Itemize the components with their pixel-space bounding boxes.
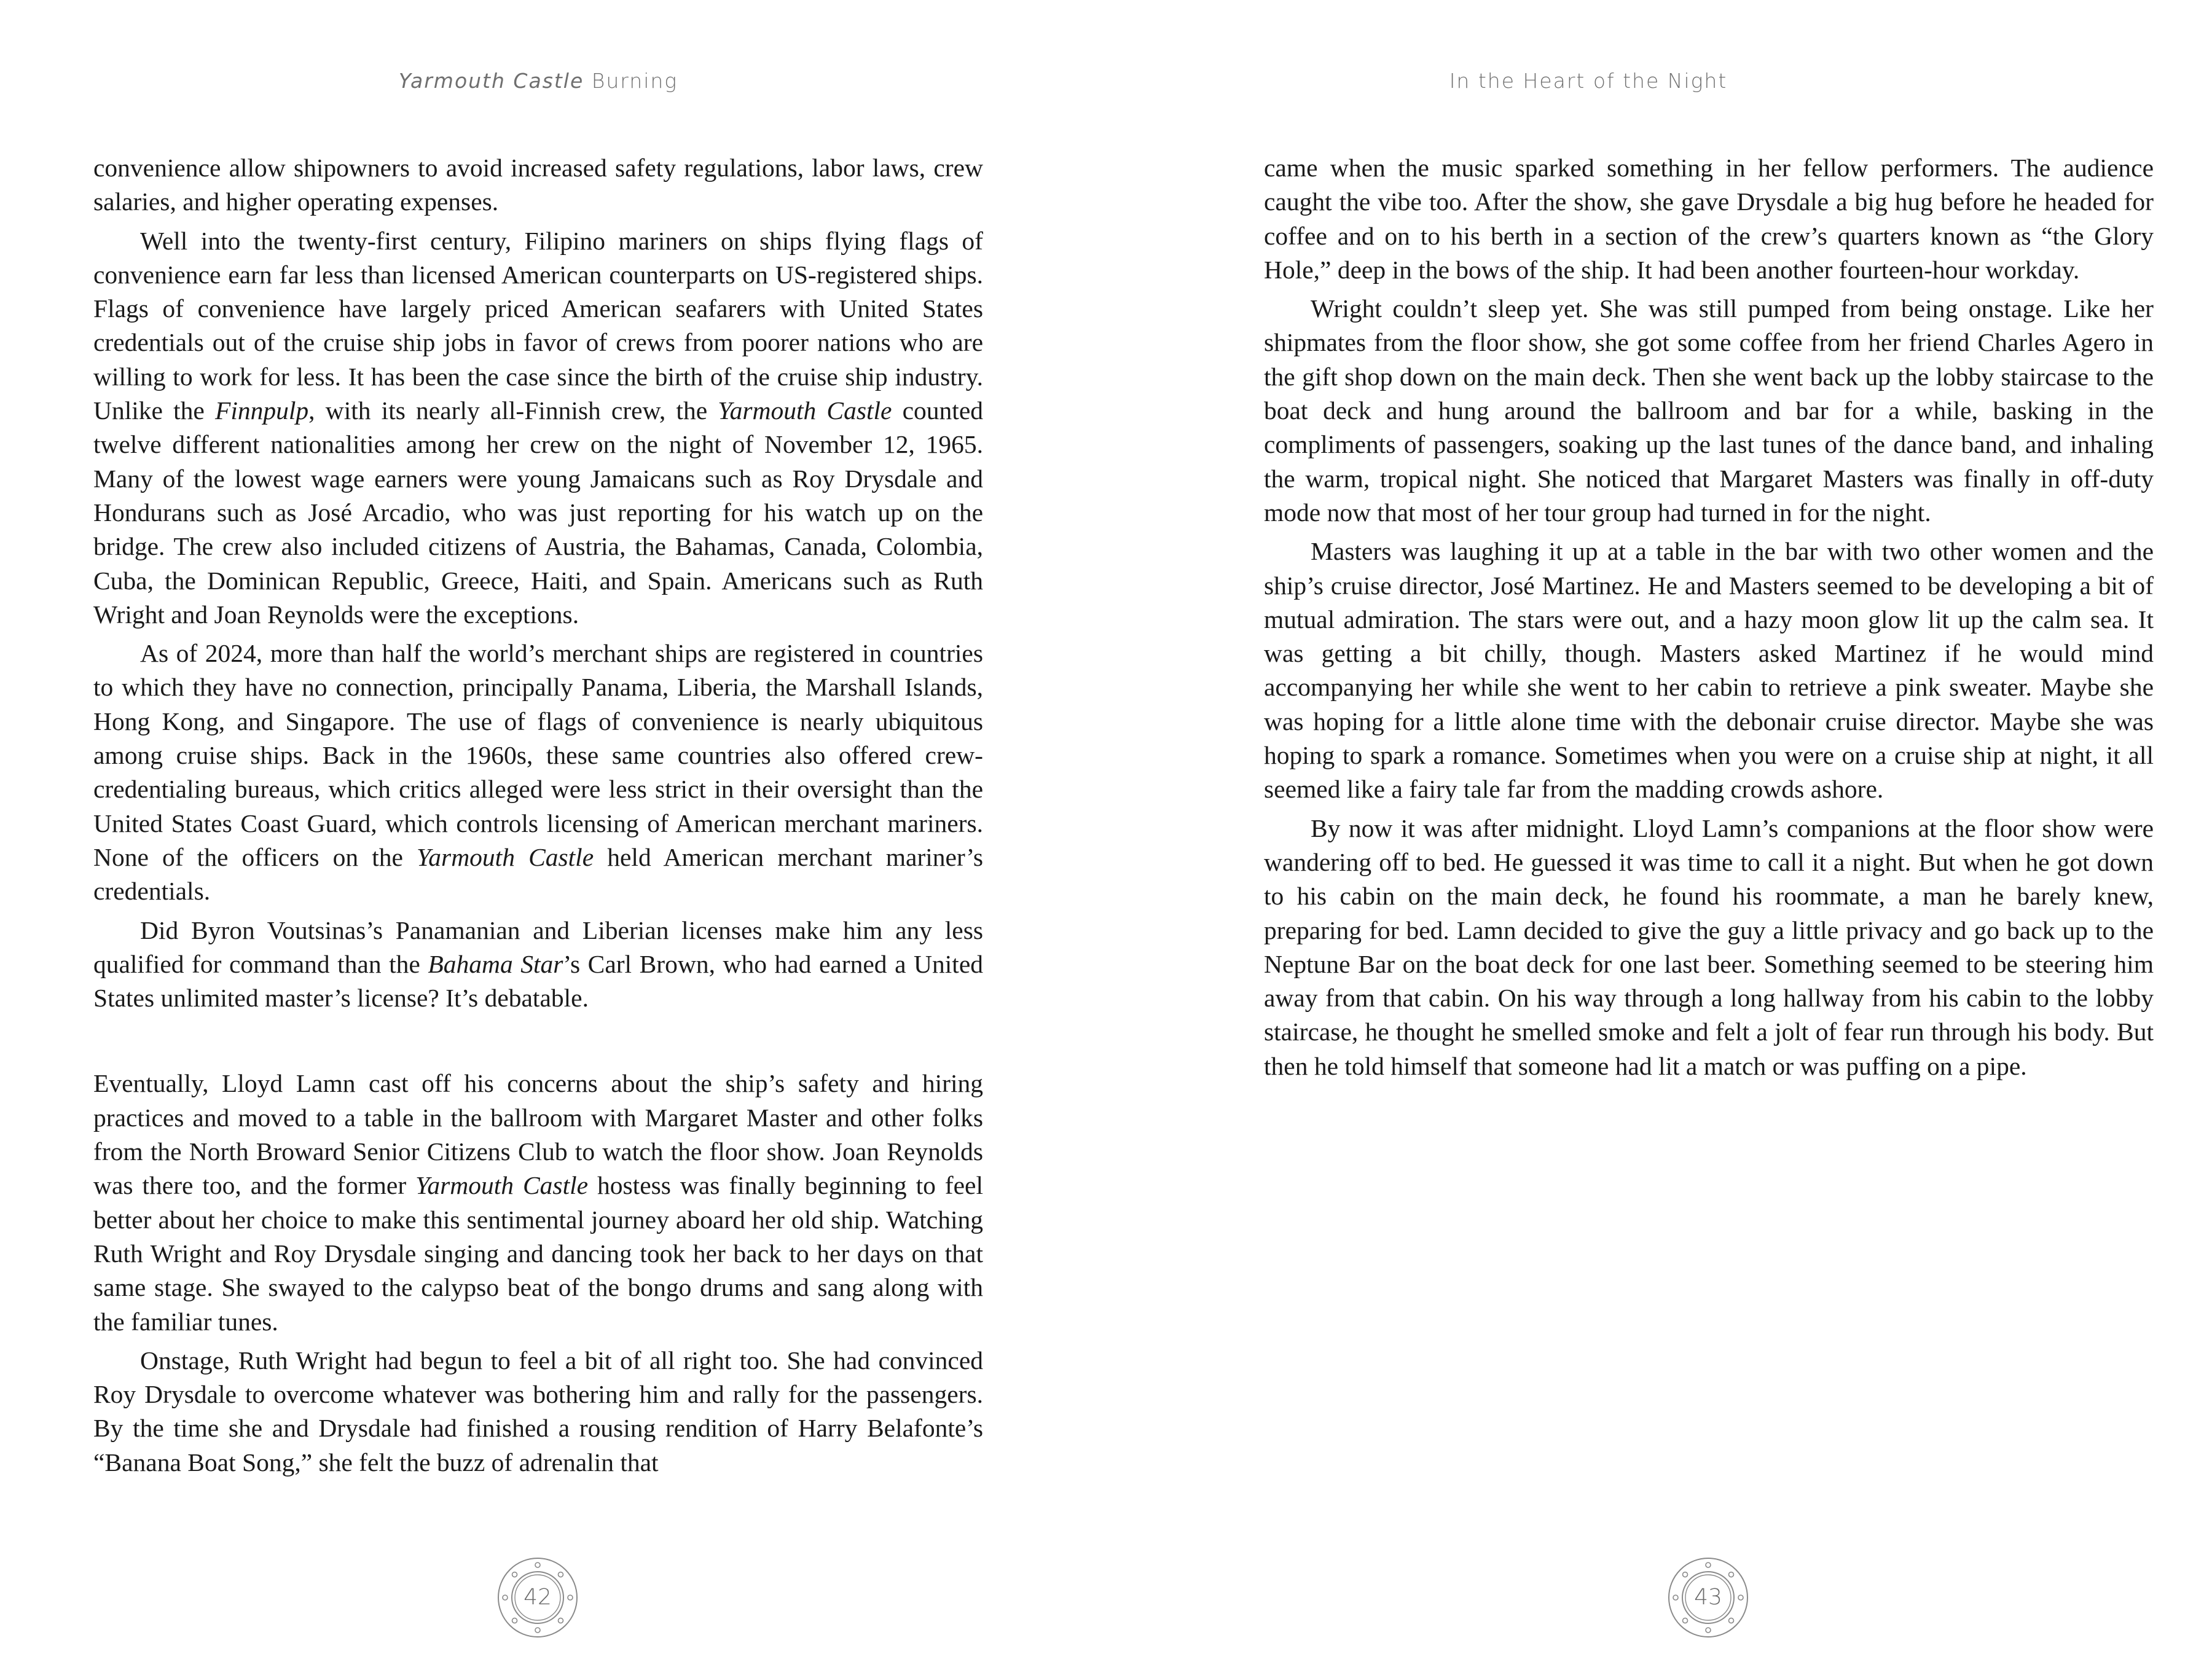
page-number-ornament — [1665, 1555, 1751, 1641]
paragraph: As of 2024, more than half the world’s merchant ships are registered in countries to which they have no connection, principally Panama, Liberia, the Marshall Islands, Hong Kong, and Singapore. The use of flags of convenience is nearly ubiquitous among cruise ships. Back in the 1960s, these same countries also offered crew-credentialing bureaus, which critics alleged were less strict in their oversight than the United States Coast Guard, which controls licensing of American merchant mariners. None of the officers on the Yarmouth Castle held American merchant mariner’s credentials. — [93, 639, 984, 906]
left-body-text — [93, 151, 983, 1484]
paragraph: came when the music sparked something in her fellow performers. The audience caught the vibe too. After the show, she gave Drysdale a big hug before he headed for coffee and on to his berth in a section of the crew’s quarters known as “the Glory Hole,” deep in the bows of the ship. It had been another fourteen-hour workday. — [1264, 154, 2154, 284]
running-head-title-rest: Burning — [584, 69, 678, 93]
page-number-ornament — [495, 1555, 581, 1641]
paragraph: Eventually, Lloyd Lamn cast off his concerns about the ship’s safety and hiring practices and moved to a table in the ballroom with Margaret Master and other folks from the North Broward Senior Citizens Club to watch the floor show. Joan Reynolds was there too, and the former Yarmouth Castle hostess was finally beginning to feel better about her choice to make this sentimental journey aboard her old ship. Watching Ruth Wright and Roy Drysdale singing and dancing took her back to her days on that same stage. She swayed to the calypso beat of the bongo drums and sang along with the familiar tunes. — [93, 1069, 983, 1336]
paragraph: Did Byron Voutsinas’s Panamanian and Liberian licenses make him any less qualified for command than the Bahama Star’s Carl Brown, who had earned a United States unlimited master’s license? It’s debatable. — [93, 916, 983, 1013]
paragraph: Well into the twenty-first century, Filipino mariners on ships flying flags of convenience earn far less than licensed American counterparts on US-registered ships. Flags of convenience have largely priced American seafarers with United States credentials out of the cruise ship jobs in favor of crews from poorer nations who are willing to work for less. It has been the case since the birth of the cruise ship industry. Unlike the Finnpulp, with its nearly all-Finnish crew, the Yarmouth Castle counted twelve different nationalities among her crew on the night of November 12, 1965. Many of the lowest wage earners were young Jamaicans such as Roy Drysdale and Hondurans such as José Arcadio, who was just reporting for his watch up on the bridge. The crew also included citizens of Austria, the Bahamas, Canada, Colombia, Cuba, the Dominican Republic, Greece, Haiti, and Spain. Americans such as Ruth Wright and Joan Reynolds were the exceptions. — [93, 226, 983, 629]
paragraph: By now it was after midnight. Lloyd Lamn’s companions at the floor show were wandering off to bed. He guessed it was time to call it a night. But when he got down to his cabin on the main deck, he found his roommate, a man he barely knew, preparing for bed. Lamn decided to give the guy a little privacy and go back up to the Neptune Bar on the boat deck for one last beer. Something seemed to be steering him away from that cabin. On his way through a long hallway from his cabin to the lobby staircase, he thought he smelled smoke and felt a jolt of fear run through his body. But then he told himself that someone had lit a match or was puffing on a pipe. — [1264, 814, 2154, 1080]
paragraph: Onstage, Ruth Wright had begun to feel a bit of all right too. She had convinced Roy Drysdale to overcome whatever was bothering him and rally for the passengers. By the time she and Drysdale had finished a rousing rendition of Harry Belafonte’s “Banana Boat Song,” she felt the buzz of adrenalin that — [93, 1346, 983, 1477]
page-number: 43 — [1694, 1585, 1722, 1610]
page-number: 42 — [524, 1585, 552, 1610]
running-head-left — [93, 69, 983, 93]
paragraph: Wright couldn’t sleep yet. She was still pumped from being onstage. Like her shipmates from the floor show, she got some coffee from her friend Charles Agero in the gift shop down on the main deck. Then she went back up the lobby staircase to the boat deck and hung around the ballroom and bar for a while, basking in the compliments of passengers, soaking up the last tunes of the dance band, and inhaling the warm, tropical night. She noticed that Margaret Masters was finally in off-duty mode now that most of her tour group had turned in for the night. — [1264, 294, 2154, 527]
paragraph: Masters was laughing it up at a table in the bar with two other women and the ship’s cruise director, José Martinez. He and Masters seemed to be developing a bit of mutual admiration. The stars were out, and a hazy moon glow lit up the calm sea. It was getting a bit chilly, though. Masters asked Martinez if he would mind accompanying her while she went to her cabin to retrieve a pink sweater. Maybe she was hoping for a little alone time with the debonair cruise director. Maybe she was hoping to spark a romance. Sometimes when you were on a cruise ship at night, it all seemed like a fairy tale far from the madding crowds ashore. — [1264, 537, 2154, 804]
right-body-text — [1264, 151, 2154, 1088]
paragraph: convenience allow shipowners to avoid increased safety regulations, labor laws, crew salaries, and higher operating expenses. — [93, 154, 983, 216]
right-page — [1106, 0, 2212, 1659]
running-head-right: In the Heart of the Night — [1449, 69, 1728, 93]
running-head-book-title: Yarmouth Castle — [398, 69, 584, 93]
